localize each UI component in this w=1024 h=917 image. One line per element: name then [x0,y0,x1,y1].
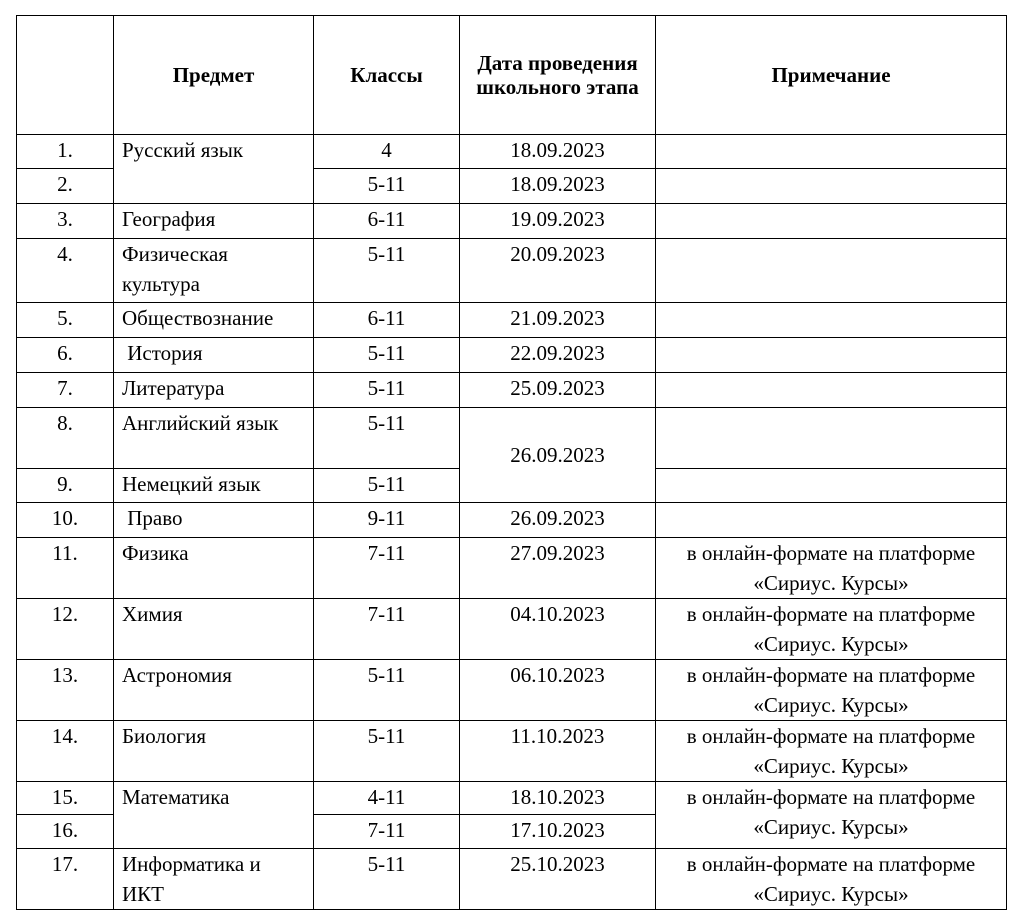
row-classes: 7-11 [314,815,460,849]
row-classes: 4-11 [314,782,460,815]
row-date: 18.10.2023 [460,782,656,815]
table-row [17,303,1007,338]
row-note [656,469,1007,503]
row-date: 18.09.2023 [460,169,656,204]
table-row [17,239,1007,303]
table-row [17,538,1007,599]
row-number: 14. [17,721,114,782]
table-row [17,849,1007,910]
row-classes: 5-11 [314,338,460,373]
row-number: 1. [17,135,114,169]
row-date: 17.10.2023 [460,815,656,849]
row-note [656,408,1007,469]
row-note: в онлайн-формате на платформе «Сириус. Курсы» [656,721,1007,782]
row-number: 16. [17,815,114,849]
row-classes: 7-11 [314,599,460,660]
row-note [656,338,1007,373]
row-date: 25.10.2023 [460,849,656,910]
row-subject: Астрономия [114,660,314,721]
header-note: Примечание [656,16,1007,135]
table-row [17,599,1007,660]
row-subject: Физическая культура [114,239,314,303]
row-date: 26.09.2023 [460,503,656,538]
row-number: 6. [17,338,114,373]
row-subject: Немецкий язык [114,469,314,503]
row-number: 15. [17,782,114,815]
row-number: 12. [17,599,114,660]
row-note [656,239,1007,303]
row-note: в онлайн-формате на платформе «Сириус. Курсы» [656,599,1007,660]
header-classes: Классы [314,16,460,135]
row-date: 20.09.2023 [460,239,656,303]
row-date: 21.09.2023 [460,303,656,338]
row-date: 25.09.2023 [460,373,656,408]
table-row [17,408,1007,469]
table-row [17,338,1007,373]
row-subject: Английский язык [114,408,314,469]
row-date: 22.09.2023 [460,338,656,373]
row-note [656,303,1007,338]
row-classes: 5-11 [314,721,460,782]
row-subject: История [114,338,314,373]
row-number: 3. [17,204,114,239]
row-subject: Биология [114,721,314,782]
row-classes: 5-11 [314,169,460,204]
row-note [656,169,1007,204]
row-classes: 9-11 [314,503,460,538]
table-row [17,660,1007,721]
row-date: 04.10.2023 [460,599,656,660]
row-note [656,204,1007,239]
table-row [17,135,1007,169]
row-classes: 5-11 [314,660,460,721]
row-classes: 5-11 [314,849,460,910]
table-row [17,782,1007,815]
table-row [17,373,1007,408]
row-number: 8. [17,408,114,469]
row-subject: Русский язык [114,135,314,204]
header-subject: Предмет [114,16,314,135]
row-classes: 5-11 [314,239,460,303]
row-classes: 5-11 [314,373,460,408]
row-date: 18.09.2023 [460,135,656,169]
header-date: Дата проведения школьного этапа [460,16,656,135]
row-note [656,135,1007,169]
row-classes: 5-11 [314,469,460,503]
row-classes: 5-11 [314,408,460,469]
row-classes: 6-11 [314,204,460,239]
row-number: 9. [17,469,114,503]
olympiad-schedule-table [16,15,1007,910]
row-note [656,503,1007,538]
header-number [17,16,114,135]
row-note: в онлайн-формате на платформе «Сириус. Курсы» [656,660,1007,721]
row-date: 06.10.2023 [460,660,656,721]
row-subject: Химия [114,599,314,660]
row-classes: 4 [314,135,460,169]
row-date: 19.09.2023 [460,204,656,239]
row-note: в онлайн-формате на платформе «Сириус. Курсы» [656,782,1007,849]
row-number: 2. [17,169,114,204]
row-note [656,373,1007,408]
row-number: 13. [17,660,114,721]
table-row [17,204,1007,239]
row-number: 7. [17,373,114,408]
table-header-row [17,16,1007,135]
row-subject: География [114,204,314,239]
row-number: 11. [17,538,114,599]
row-date: 27.09.2023 [460,538,656,599]
row-number: 4. [17,239,114,303]
row-subject: Физика [114,538,314,599]
table-row [17,721,1007,782]
row-note: в онлайн-формате на платформе «Сириус. Курсы» [656,538,1007,599]
row-note: в онлайн-формате на платформе «Сириус. Курсы» [656,849,1007,910]
row-date: 11.10.2023 [460,721,656,782]
row-classes: 7-11 [314,538,460,599]
row-number: 17. [17,849,114,910]
row-subject: Математика [114,782,314,849]
row-number: 5. [17,303,114,338]
table-row [17,503,1007,538]
row-number: 10. [17,503,114,538]
row-subject: Право [114,503,314,538]
row-subject: Литература [114,373,314,408]
row-classes: 6-11 [314,303,460,338]
row-subject: Обществознание [114,303,314,338]
row-subject: Информатика и ИКТ [114,849,314,910]
row-date: 26.09.2023 [460,408,656,503]
